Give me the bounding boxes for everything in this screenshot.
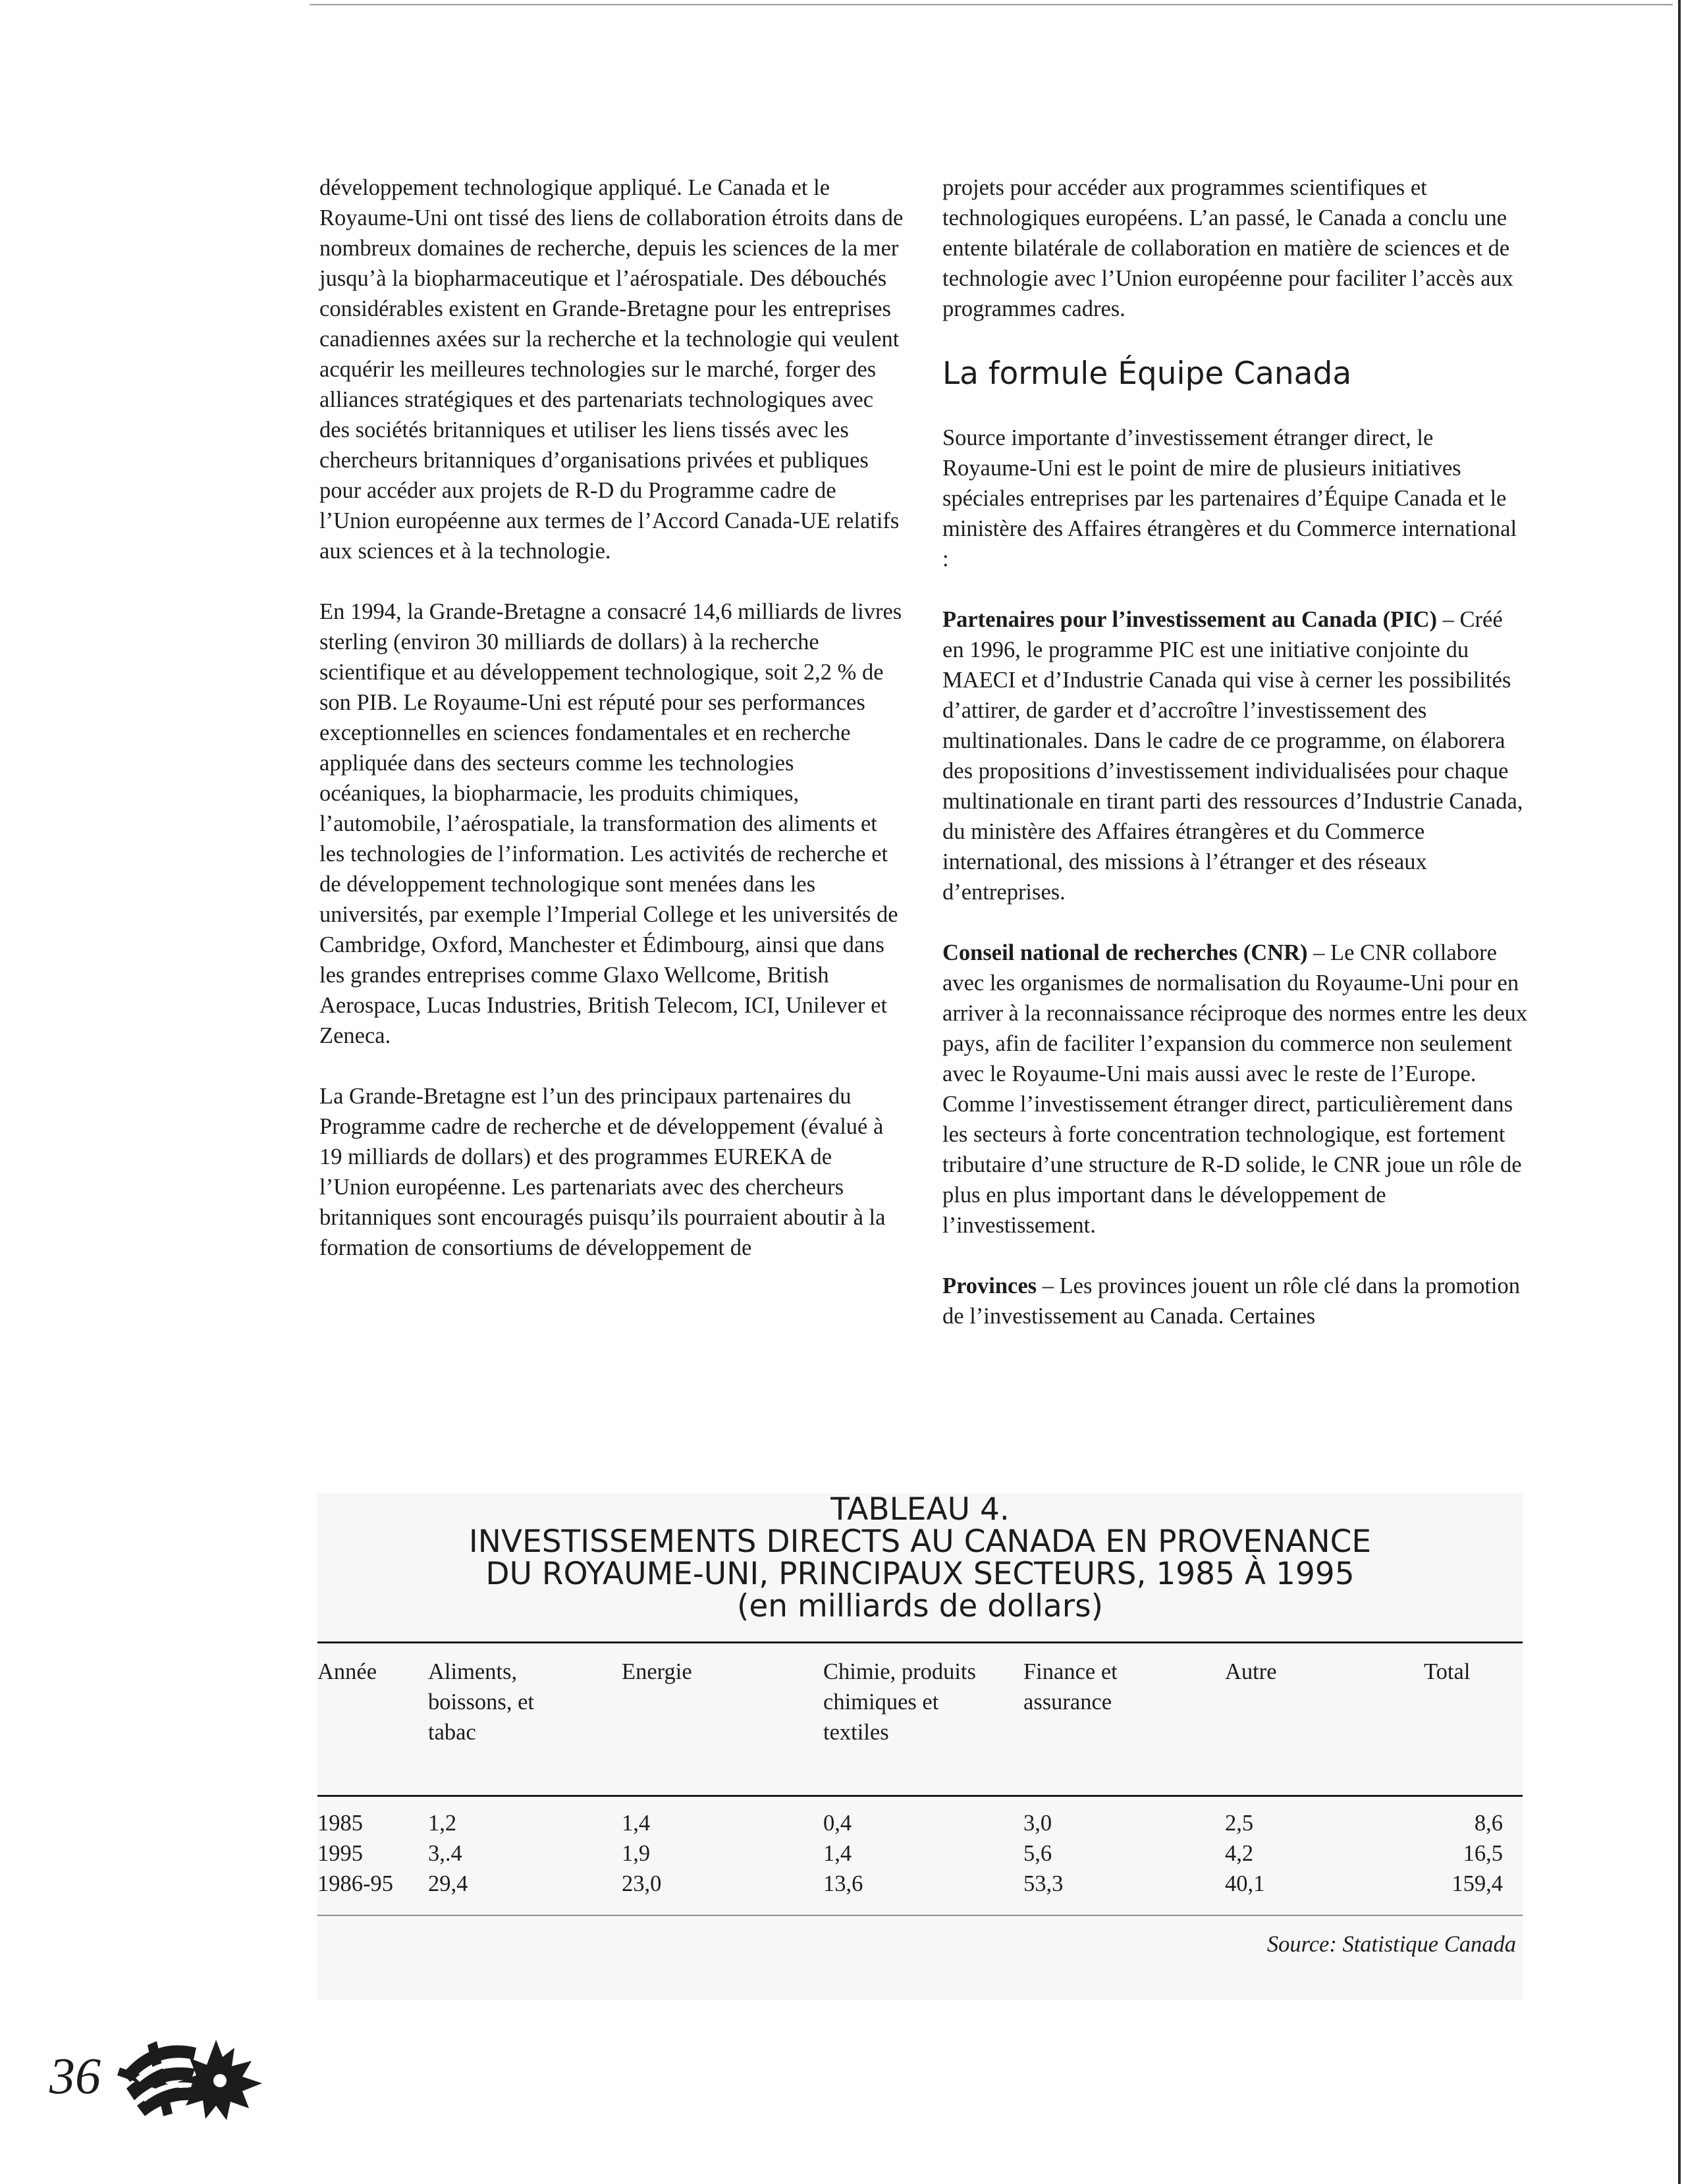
section-heading: La formule Équipe Canada bbox=[942, 356, 1352, 392]
table-cell: 13,6 bbox=[823, 1871, 863, 1896]
table-source: Source: Statistique Canada bbox=[1266, 1932, 1516, 1957]
table-cell: 8,6 bbox=[1474, 1811, 1503, 1836]
cnr-paragraph bbox=[942, 938, 1529, 1240]
right-paragraph-2: Source importante d’investissement étranger direct, le Royaume-Uni est le point de mire de plusieurs initiatives spéciales entreprises par les partenaires d’Équipe Canada et le ministère des Affaires étrangères et du Commerce international : bbox=[942, 425, 1517, 572]
table-cell: 1986-95 bbox=[317, 1871, 393, 1896]
pic-text: – Créé en 1996, le programme PIC est une initiative conjointe du MAECI et d’Industrie Canada qui vise à cerner les possibilités d’attirer, de garder et d’accroître l’investissement des multinationales. Dans le cadre de ce programme, on élaborera des propositions d’investissement individualisées pour chaque multinationale en tirant parti des ressources d’Industrie Canada, du ministère des Affaires étrangères et du Commerce international, des missions à l’étranger et des réseaux d’entreprises. bbox=[942, 607, 1523, 905]
cnr-text: – Le CNR collabore avec les organismes de normalisation du Royaume-Uni pour en arriver à la reconnaissance réciproque des normes entre les deux pays, afin de faciliter l’expansion du commerce non seulement avec le Royaume-Uni mais aussi avec le reste de l’Europe. Comme l’investissement étranger direct, particulièrement dans les secteurs à forte concentration technologique, est fortement tributaire d’une structure de R-D solide, le CNR joue un rôle de plus en plus important dans le développement de l’investissement. bbox=[942, 940, 1527, 1238]
left-paragraph-3: La Grande-Bretagne est l’un des principaux partenaires du Programme cadre de recherche et de développement (évalué à 19 milliards de dollars) et des programmes EUREKA de l’Union européenne. Les partenariats avec des chercheurs britanniques sont encouragés puisqu’ils pourraient aboutir à la formation de consortiums de développement de bbox=[319, 1084, 886, 1260]
right-paragraph-1: projets pour accéder aux programmes scientifiques et technologiques européens. L’an passé, le Canada a conclu une entente bilatérale de collaboration en matière de sciences et de technologie avec l’Union européenne pour faciliter l’accès aux programmes cadres. bbox=[942, 175, 1513, 321]
table-title-line-4: (en milliards de dollars) bbox=[737, 1588, 1103, 1624]
table-cell: 0,4 bbox=[823, 1811, 852, 1836]
table-cell: 5,6 bbox=[1023, 1841, 1052, 1866]
header-energie: Energie bbox=[622, 1659, 692, 1684]
table-cell: 16,5 bbox=[1463, 1841, 1503, 1866]
investment-table bbox=[317, 1493, 1523, 2000]
pic-paragraph bbox=[942, 604, 1529, 907]
table-cell: 1985 bbox=[317, 1811, 363, 1836]
table-header-rule bbox=[317, 1641, 1523, 1643]
table-title-line-3: DU ROYAUME-UNI, PRINCIPAUX SECTEURS, 1985 À 1995 bbox=[485, 1556, 1355, 1592]
table-cell: 1,2 bbox=[428, 1811, 457, 1836]
provinces-text: – Les provinces jouent un rôle clé dans la promotion de l’investissement au Canada. Certaines bbox=[942, 1273, 1520, 1329]
table-cell: 53,3 bbox=[1023, 1871, 1064, 1896]
header-autre: Autre bbox=[1225, 1659, 1277, 1684]
table-cell: 1,4 bbox=[622, 1811, 651, 1836]
table-cell: 4,2 bbox=[1225, 1841, 1254, 1866]
page-right-edge bbox=[1678, 0, 1681, 2184]
table-title-line-1: TABLEAU 4. bbox=[830, 1491, 1010, 1528]
header-total: Total bbox=[1424, 1659, 1471, 1684]
left-paragraph-1: développement technologique appliqué. Le Canada et le Royaume-Uni ont tissé des liens de collaboration étroits dans de nombreux domaines de recherche, depuis les sciences de la mer jusqu’à la biopharmaceutique et l’aérospatiale. Des débouchés considérables existent en Grande-Bretagne pour les entreprises canadiennes axées sur la recherche et la technologie qui veulent acquérir les meilleures technologies sur le marché, forger des alliances stratégiques et des partenariats technologiques avec des sociétés britanniques et utiliser les liens tissés avec les chercheurs britanniques d’organisations privées et publiques pour accéder aux projets de R-D du Programme cadre de l’Union européenne aux termes de l’Accord Canada-UE relatifs aux sciences et à la technologie. bbox=[319, 175, 904, 564]
table-cell: 159,4 bbox=[1451, 1871, 1503, 1896]
table-cell: 3,0 bbox=[1023, 1811, 1052, 1836]
table-cell: 3,.4 bbox=[428, 1841, 462, 1866]
right-text-column bbox=[942, 173, 1529, 1331]
table-cell: 1,9 bbox=[622, 1841, 651, 1866]
union-jack-maple-leaf-logo bbox=[117, 2028, 269, 2127]
table-cell: 29,4 bbox=[428, 1871, 468, 1896]
table-cell: 1,4 bbox=[823, 1841, 852, 1866]
header-aliments: Aliments, boissons, et tabac bbox=[428, 1659, 535, 1745]
table-title-line-2: INVESTISSEMENTS DIRECTS AU CANADA EN PROVENANCE bbox=[468, 1524, 1372, 1560]
provinces-paragraph bbox=[942, 1271, 1529, 1331]
cnr-title: Conseil national de recherches (CNR) bbox=[942, 940, 1308, 965]
page-number: 36 bbox=[49, 2047, 101, 2104]
header-chimie: Chimie, produits chimiques et textiles bbox=[823, 1659, 976, 1745]
table-cell: 23,0 bbox=[622, 1871, 662, 1896]
table-cell: 40,1 bbox=[1225, 1871, 1265, 1896]
table-body-rule bbox=[317, 1795, 1523, 1797]
left-text-column bbox=[319, 173, 906, 1263]
table-cell: 1995 bbox=[317, 1841, 363, 1866]
table-bottom-rule bbox=[317, 1915, 1523, 1916]
header-annee: Année bbox=[317, 1659, 377, 1684]
provinces-title: Provinces bbox=[942, 1273, 1037, 1298]
page-top-rule bbox=[310, 4, 1673, 5]
header-finance: Finance et assurance bbox=[1023, 1659, 1118, 1715]
pic-title: Partenaires pour l’investissement au Canada (PIC) bbox=[942, 607, 1437, 632]
table-cell: 2,5 bbox=[1225, 1811, 1254, 1836]
left-paragraph-2: En 1994, la Grande-Bretagne a consacré 14,6 milliards de livres sterling (environ 30 milliards de dollars) à la recherche scientifique et au développement technologique, soit 2,2 % de son PIB. Le Royaume-Uni est réputé pour ses performances exceptionnelles en sciences fondamentales et en recherche appliquée dans des secteurs comme les technologies océaniques, la biopharmacie, les produits chimiques, l’automobile, l’aérospatiale, la transformation des aliments et les technologies de l’information. Les activités de recherche et de développement technologique sont menées dans les universités, par exemple l’Imperial College et les universités de Cambridge, Oxford, Manchester et Édimbourg, ainsi que dans les grandes entreprises comme Glaxo Wellcome, British Aerospace, Lucas Industries, British Telecom, ICI, Unilever et Zeneca. bbox=[319, 599, 902, 1048]
table-title bbox=[317, 1493, 1523, 1622]
